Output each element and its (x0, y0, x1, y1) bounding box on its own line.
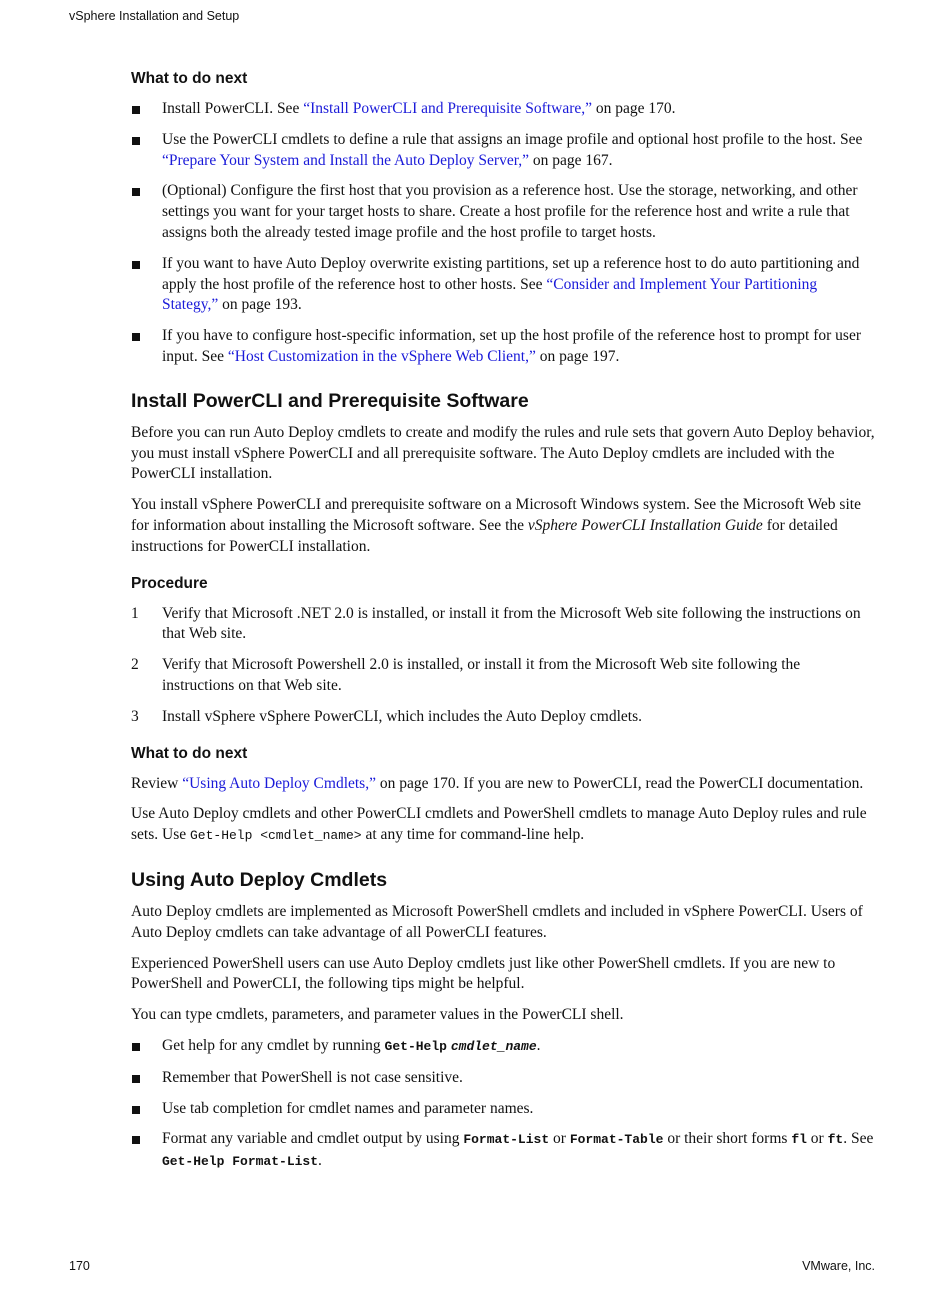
procedure-step: 3 Install vSphere vSphere PowerCLI, which includes the Auto Deploy cmdlets. (131, 707, 876, 728)
paragraph: Before you can run Auto Deploy cmdlets to create and modify the rules and rule sets that govern Auto Deploy behavior, you must install vSphere PowerCLI and all prerequisite software. The Auto Deploy cmdlets are included with the PowerCLI installation. (131, 423, 875, 483)
inline-code-placeholder: cmdlet_name (450, 1038, 537, 1054)
inline-code: Format-List (463, 1132, 550, 1148)
list-item: Get help for any cmdlet by running Get-Help cmdlet_name. (131, 1036, 876, 1058)
what-to-do-next-heading: What to do next (131, 70, 248, 87)
paragraph: Review “Using Auto Deploy Cmdlets,” on page 170. If you are new to PowerCLI, read the PowerCLI documentation. (131, 774, 864, 792)
procedure-step: 2 Verify that Microsoft Powershell 2.0 is installed, or install it from the Microsoft Web site following the instructions on that Web site. (131, 656, 801, 694)
paragraph: You can type cmdlets, parameters, and parameter values in the PowerCLI shell. (131, 1006, 624, 1024)
link-partitioning-strategy[interactable]: “Consider and Implement Your Partitioning Stategy,” (162, 275, 818, 314)
list-item: Use the PowerCLI cmdlets to define a rule that assigns an image profile and optional host profile to the host. See “Prepare Your System and Install the Auto Deploy Server,” on page 167. (131, 130, 876, 172)
link-host-customization[interactable]: “Host Customization in the vSphere Web Client,” (227, 347, 536, 365)
bullet-marker (132, 188, 140, 196)
link-install-powercli[interactable]: “Install PowerCLI and Prerequisite Software,” (303, 100, 593, 117)
paragraph: Auto Deploy cmdlets are implemented as Microsoft PowerShell cmdlets and included in vSphere PowerCLI. Users of Auto Deploy cmdlets can take advantage of all PowerCLI features. (131, 902, 863, 941)
list-item: Remember that PowerShell is not case sensitive. (131, 1068, 876, 1089)
procedure-step: 1 Verify that Microsoft .NET 2.0 is installed, or install it from the Microsoft Web site following the instructions on that Web site. (131, 604, 861, 643)
section-heading-using-cmdlets: Using Auto Deploy Cmdlets (131, 868, 388, 891)
bullet-marker (132, 1106, 140, 1114)
inline-code: Get-Help (384, 1038, 447, 1054)
list-item: If you have to configure host-specific information, set up the host profile of the reference host to prompt for user input. See “Host Customization in the vSphere Web Client,” on page 197. (131, 326, 876, 368)
paragraph: Use Auto Deploy cmdlets and other PowerCLI cmdlets and PowerShell cmdlets to manage Auto Deploy rules and rule sets. Use Get-Help <cmdlet_name> at any time for command-line help. (131, 805, 867, 844)
inline-code: fl (791, 1132, 807, 1148)
paragraph: You install vSphere PowerCLI and prerequisite software on a Microsoft Windows system. See the Microsoft Web site for information about installing the Microsoft software. See the vSphere PowerCLI Installation Guide for detailed instructions for PowerCLI installation. (131, 496, 861, 555)
step-number: 3 (131, 707, 139, 725)
running-header: vSphere Installation and Setup (69, 9, 240, 23)
inline-code: Format-Table (569, 1132, 664, 1148)
section-heading-install-powercli: Install PowerCLI and Prerequisite Software (131, 389, 529, 412)
what-to-do-next-heading: What to do next (131, 744, 248, 762)
bullet-marker (132, 137, 140, 145)
bullet-marker (132, 333, 140, 341)
step-number: 2 (131, 656, 139, 674)
procedure-heading: Procedure (131, 574, 208, 592)
link-prepare-system[interactable]: “Prepare Your System and Install the Auto Deploy Server,” (162, 151, 530, 169)
list-item: (Optional) Configure the first host that you provision as a reference host. Use the storage, networking, and other settings you want for your target hosts to share. Create a host profile for the reference host and write a rule that assigns both the already tested image profile and the host profile to target hosts. (131, 181, 876, 243)
list-item: If you want to have Auto Deploy overwrite existing partitions, set up a reference host to do auto partitioning and apply the host profile of the reference host to other hosts. See “Consider and Implement Your Partitioning Stategy,” on page 193. (131, 254, 876, 316)
link-using-cmdlets[interactable]: “Using Auto Deploy Cmdlets,” (182, 774, 376, 792)
step-number: 1 (131, 604, 139, 622)
bullet-marker (132, 261, 140, 269)
inline-code: ft (827, 1132, 844, 1148)
list-item: Install PowerCLI. See “Install PowerCLI and Prerequisite Software,” on page 170. (131, 99, 876, 120)
bullet-marker (132, 1136, 140, 1144)
list-item: Format any variable and cmdlet output by using Format-List or Format-Table or their short forms fl or ft. See Get-Help Format-List. (131, 1129, 876, 1173)
inline-code: Get-Help Format-List (162, 1154, 319, 1170)
inline-code: Get-Help <cmdlet_name> (189, 828, 362, 844)
bullet-marker (132, 1043, 140, 1051)
guide-title: vSphere PowerCLI Installation Guide (527, 516, 763, 534)
list-item: Use tab completion for cmdlet names and parameter names. (131, 1099, 876, 1120)
bullet-marker (132, 1075, 140, 1083)
publisher: VMware, Inc. (802, 1259, 875, 1273)
page-number: 170 (69, 1259, 90, 1273)
bullet-marker (132, 106, 140, 114)
paragraph: Experienced PowerShell users can use Auto Deploy cmdlets just like other PowerShell cmdlets. If you are new to PowerShell and PowerCLI, the following tips might be helpful. (131, 954, 836, 993)
page-content (131, 69, 876, 1173)
